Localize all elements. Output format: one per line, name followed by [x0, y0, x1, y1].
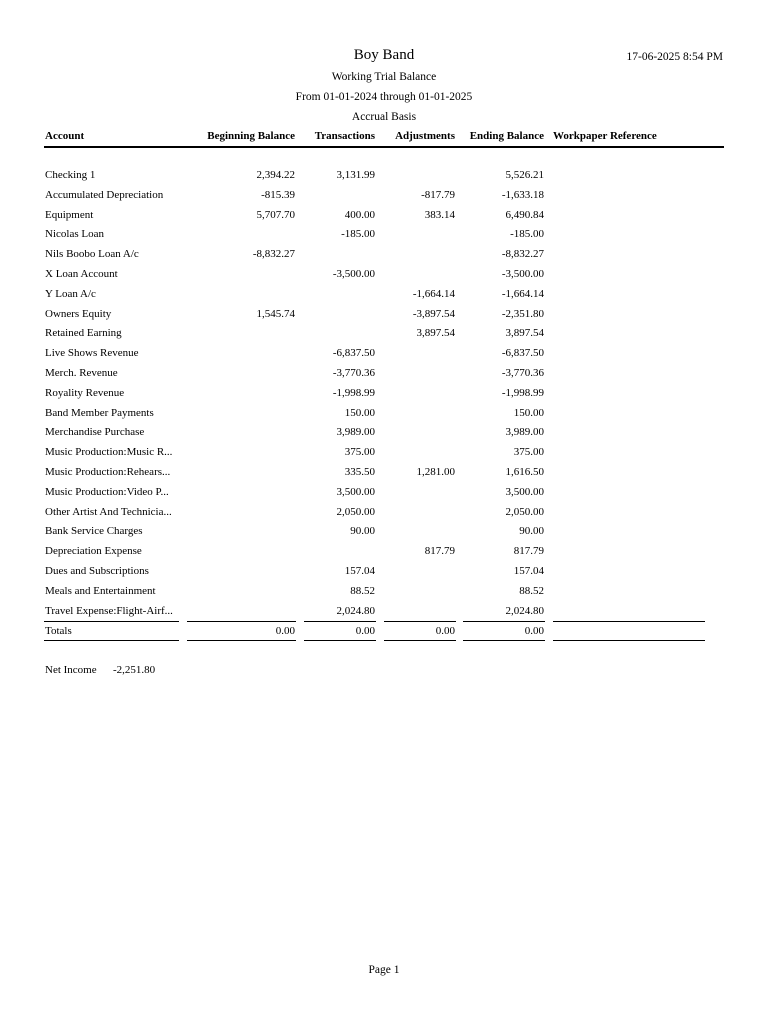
- cell-ending: 5,526.21: [505, 169, 544, 181]
- totals-transactions: 0.00: [355, 625, 375, 637]
- cell-ending: -185.00: [510, 228, 544, 241]
- totals-top-rule-transactions: [304, 621, 376, 622]
- cell-ending: -8,832.27: [501, 248, 544, 261]
- cell-account: Y Loan A/c: [45, 287, 96, 300]
- cell-account: Royality Revenue: [45, 386, 125, 399]
- table-row: [0, 585, 768, 605]
- cell-transactions: 2,024.80: [336, 604, 375, 617]
- col-header-workpaper: Workpaper Reference: [553, 130, 657, 142]
- table-row: [0, 327, 768, 347]
- table-row: [0, 209, 768, 229]
- totals-row: [0, 625, 768, 645]
- cell-ending: 817.79: [513, 545, 544, 558]
- col-header-ending: Ending Balance: [469, 130, 544, 142]
- cell-transactions: 90.00: [350, 525, 375, 538]
- cell-account: Dues and Subscriptions: [45, 565, 149, 577]
- cell-ending: -2,351.80: [501, 307, 544, 320]
- col-header-transactions: Transactions: [314, 130, 375, 142]
- cell-ending: 2,050.00: [505, 505, 544, 518]
- cell-beginning: -815.39: [261, 188, 295, 201]
- cell-ending: 3,989.00: [505, 426, 544, 439]
- cell-transactions: -1,998.99: [332, 386, 375, 399]
- cell-beginning: 2,394.22: [256, 169, 295, 181]
- table-row: [0, 446, 768, 466]
- cell-adjustments: 383.14: [424, 208, 455, 221]
- report-period: From 01-01-2024 through 01-01-2025: [295, 91, 473, 103]
- cell-ending: 90.00: [519, 525, 544, 538]
- cell-ending: 157.04: [513, 565, 544, 577]
- cell-ending: 6,490.84: [505, 208, 544, 221]
- table-row: [0, 565, 768, 585]
- table-row: [0, 228, 768, 248]
- table-row: [0, 525, 768, 545]
- cell-ending: 375.00: [513, 446, 544, 459]
- totals-top-rule-adjustments: [384, 621, 456, 622]
- cell-transactions: 150.00: [344, 406, 375, 419]
- totals-top-rule-workpaper: [553, 621, 705, 622]
- cell-ending: -3,500.00: [501, 268, 544, 280]
- col-header-adjustments: Adjustments: [395, 130, 455, 142]
- table-row: [0, 347, 768, 367]
- table-row: [0, 288, 768, 308]
- cell-account: Nicolas Loan: [45, 228, 104, 241]
- cell-account: Meals and Entertainment: [45, 584, 156, 597]
- cell-transactions: 375.00: [344, 446, 375, 459]
- col-header-account: Account: [45, 130, 85, 142]
- table-row: [0, 426, 768, 446]
- cell-ending: -1,998.99: [501, 386, 544, 399]
- net-income-value: -2,251.80: [113, 664, 156, 676]
- cell-adjustments: -817.79: [421, 188, 455, 201]
- cell-transactions: 3,500.00: [336, 485, 375, 498]
- cell-adjustments: 3,897.54: [416, 327, 455, 340]
- page-number: Page 1: [368, 964, 400, 976]
- cell-ending: 88.52: [519, 584, 544, 597]
- cell-ending: 3,897.54: [505, 327, 544, 340]
- totals-beginning: 0.00: [275, 625, 295, 637]
- totals-bottom-rule-account: [44, 640, 179, 641]
- table-row: [0, 268, 768, 288]
- totals-top-rule-ending: [463, 621, 545, 622]
- report-timestamp: 17-06-2025 8:54 PM: [626, 51, 723, 63]
- totals-top-rule-account: [44, 621, 179, 622]
- cell-account: Accumulated Depreciation: [45, 188, 164, 201]
- report-title: Working Trial Balance: [331, 71, 437, 83]
- cell-beginning: 1,545.74: [256, 307, 295, 320]
- cell-account: Depreciation Expense: [45, 545, 142, 558]
- cell-account: Nils Boobo Loan A/c: [45, 248, 139, 261]
- cell-account: Merch. Revenue: [45, 367, 118, 379]
- table-row: [0, 506, 768, 526]
- table-row: [0, 486, 768, 506]
- cell-beginning: 5,707.70: [256, 208, 295, 221]
- cell-ending: -6,837.50: [501, 347, 544, 360]
- cell-ending: 2,024.80: [505, 604, 544, 617]
- cell-transactions: -185.00: [341, 228, 375, 241]
- cell-ending: -1,633.18: [501, 188, 544, 201]
- table-row: [0, 387, 768, 407]
- cell-beginning: -8,832.27: [252, 248, 295, 261]
- table-row: [0, 407, 768, 427]
- cell-transactions: -6,837.50: [332, 347, 375, 360]
- cell-account: Bank Service Charges: [45, 525, 143, 538]
- cell-ending: 150.00: [513, 406, 544, 419]
- cell-account: Band Member Payments: [45, 406, 154, 419]
- cell-transactions: -3,770.36: [332, 367, 375, 379]
- totals-bottom-rule-transactions: [304, 640, 376, 641]
- cell-adjustments: -3,897.54: [412, 307, 455, 320]
- cell-ending: -3,770.36: [501, 367, 544, 379]
- table-row: [0, 189, 768, 209]
- totals-top-rule-beginning: [187, 621, 296, 622]
- totals-bottom-rule-beginning: [187, 640, 296, 641]
- table-row: [0, 248, 768, 268]
- totals-bottom-rule-workpaper: [553, 640, 705, 641]
- cell-adjustments: 817.79: [424, 545, 455, 558]
- totals-bottom-rule-adjustments: [384, 640, 456, 641]
- cell-adjustments: 1,281.00: [416, 466, 455, 478]
- cell-account: Travel Expense:Flight-Airf...: [45, 604, 173, 617]
- cell-account: X Loan Account: [45, 268, 118, 280]
- totals-ending: 0.00: [524, 625, 544, 637]
- cell-transactions: 157.04: [344, 565, 375, 577]
- totals-bottom-rule-ending: [463, 640, 545, 641]
- cell-account: Music Production:Video P...: [45, 485, 169, 498]
- cell-transactions: 2,050.00: [336, 505, 375, 518]
- cell-transactions: 3,131.99: [336, 169, 375, 181]
- cell-adjustments: -1,664.14: [412, 287, 455, 300]
- cell-transactions: 88.52: [350, 584, 375, 597]
- cell-transactions: -3,500.00: [332, 268, 375, 280]
- cell-account: Other Artist And Technicia...: [45, 505, 172, 518]
- cell-account: Checking 1: [45, 169, 96, 181]
- net-income-label: Net Income: [45, 664, 97, 676]
- totals-adjustments: 0.00: [435, 625, 455, 637]
- col-header-beginning: Beginning Balance: [207, 130, 295, 142]
- cell-transactions: 400.00: [344, 208, 375, 221]
- cell-ending: 3,500.00: [505, 485, 544, 498]
- cell-account: Equipment: [45, 208, 94, 221]
- table-row: [0, 169, 768, 189]
- cell-account: Owners Equity: [45, 307, 112, 320]
- cell-transactions: 335.50: [344, 466, 375, 478]
- cell-account: Merchandise Purchase: [45, 426, 145, 439]
- table-row: [0, 308, 768, 328]
- table-row: [0, 545, 768, 565]
- table-row: [0, 367, 768, 387]
- totals-label: Totals: [45, 625, 72, 637]
- cell-ending: -1,664.14: [501, 287, 544, 300]
- report-company: Boy Band: [353, 47, 415, 63]
- cell-ending: 1,616.50: [505, 466, 544, 478]
- report-basis: Accrual Basis: [351, 111, 417, 123]
- cell-account: Live Shows Revenue: [45, 347, 139, 360]
- cell-account: Music Production:Rehears...: [45, 466, 171, 478]
- header-rule: [44, 146, 724, 148]
- cell-account: Music Production:Music R...: [45, 446, 173, 459]
- cell-account: Retained Earning: [45, 327, 122, 340]
- cell-transactions: 3,989.00: [336, 426, 375, 439]
- table-row: [0, 466, 768, 486]
